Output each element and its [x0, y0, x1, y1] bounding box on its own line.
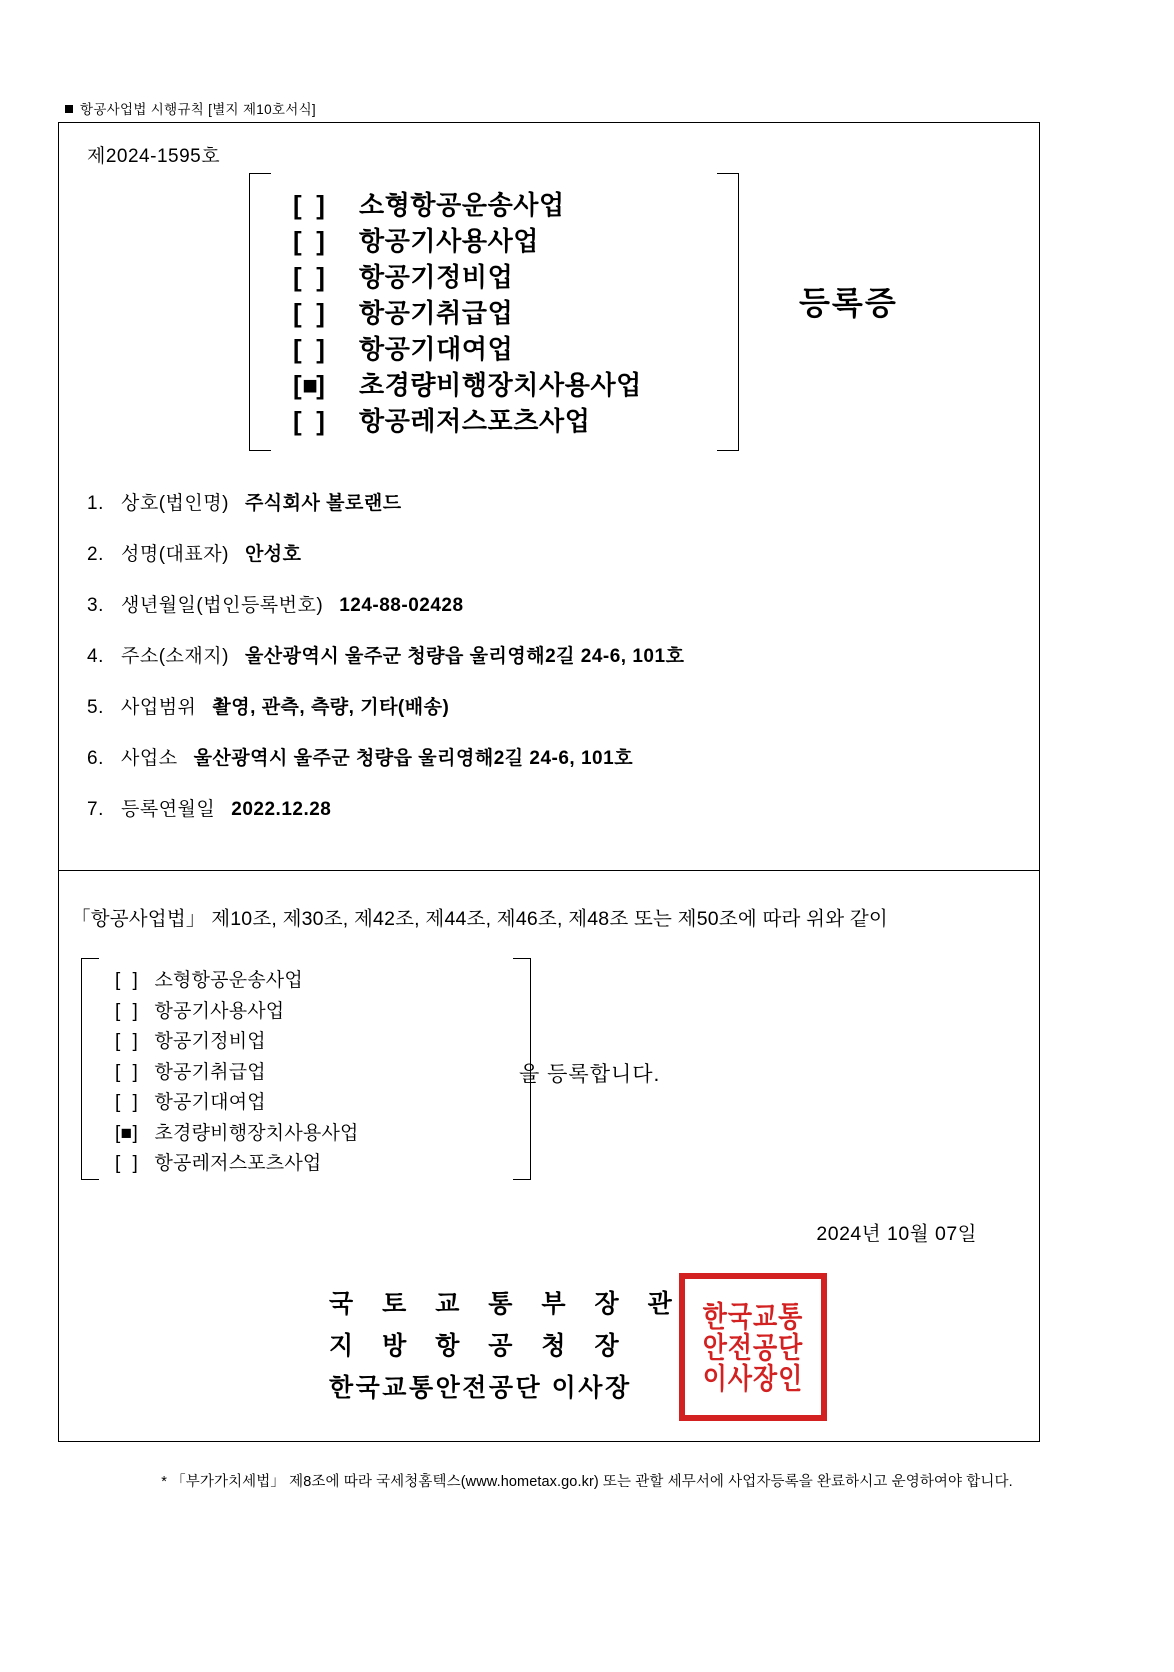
field-row — [87, 580, 1017, 631]
field-row — [87, 784, 1017, 835]
business-type-label: 항공기정비업 — [154, 1031, 266, 1052]
footer-note: * 「부가가치세법」 제8조에 따라 국세청홈텍스(www.hometax.go.kr) 또는 관할 세무서에 사업자등록을 완료하시고 운영하여야 합니다. — [161, 1474, 1013, 1490]
business-type-option-top[interactable] — [293, 223, 642, 259]
field-value: 2022.12.28 — [231, 799, 332, 820]
registration-statement: 을 등록합니다. — [519, 1063, 661, 1086]
business-type-label: 항공기정비업 — [359, 262, 514, 292]
signer-line: 국 토 교 통 부 장 관 — [329, 1290, 683, 1318]
field-number: 7. — [87, 799, 104, 820]
business-type-label: 항공기사용사업 — [154, 1000, 285, 1022]
business-type-label: 항공기취급업 — [359, 298, 514, 328]
field-row — [87, 478, 1017, 529]
signer-line: 한국교통안전공단 이사장 — [329, 1374, 632, 1402]
field-row — [87, 529, 1017, 580]
business-type-group-top — [249, 173, 739, 451]
business-type-option-top-selected[interactable] — [293, 367, 642, 403]
seal-line: 안전공단 — [702, 1330, 804, 1364]
field-number: 3. — [87, 595, 104, 616]
checkbox-top-2[interactable]: [ ] — [293, 226, 326, 256]
field-label: 생년월일(법인등록번호) — [121, 595, 324, 616]
bracket-left-top — [249, 173, 271, 451]
field-label: 상호(법인명) — [121, 493, 229, 514]
seal-line: 이사장인 — [702, 1361, 804, 1395]
business-type-label: 소형항공운송사업 — [359, 190, 565, 220]
bracket-right-top — [717, 173, 739, 451]
official-seal-stamp — [679, 1273, 827, 1421]
business-type-option-top[interactable] — [293, 403, 642, 439]
checkbox-top-4[interactable]: [ ] — [293, 298, 326, 328]
field-label: 성명(대표자) — [121, 544, 229, 565]
business-type-label: 항공기대여업 — [154, 1092, 266, 1113]
checkbox-bottom-2[interactable]: [ ] — [115, 1000, 138, 1022]
issue-date: 2024년 10월 07일 — [816, 1223, 977, 1245]
checkbox-top-1[interactable]: [ ] — [293, 190, 326, 220]
business-type-label: 항공기취급업 — [154, 1061, 266, 1083]
field-value: 촬영, 관측, 측량, 기타(배송) — [212, 697, 450, 718]
field-number: 2. — [87, 544, 104, 565]
business-type-label: 초경량비행장치사용사업 — [359, 370, 642, 400]
checkbox-bottom-5[interactable]: [ ] — [115, 1092, 138, 1113]
signer-block — [329, 1283, 949, 1409]
field-row — [87, 631, 1017, 682]
field-value: 울산광역시 울주군 청량읍 울리영해2길 24-6, 101호 — [244, 646, 685, 667]
bracket-left-bottom — [81, 958, 99, 1180]
business-type-label: 항공레저스포츠사업 — [154, 1153, 322, 1174]
signer-line: 지 방 항 공 청 장 — [329, 1332, 630, 1360]
checkbox-top-7[interactable]: [ ] — [293, 406, 326, 436]
business-type-option-bottom[interactable] — [115, 1149, 359, 1180]
business-type-option-bottom-selected[interactable] — [115, 1119, 359, 1150]
business-type-list-bottom — [115, 966, 359, 1180]
business-type-option-top[interactable] — [293, 295, 642, 331]
field-label: 사업소 — [121, 748, 178, 769]
business-type-option-bottom[interactable] — [115, 966, 359, 997]
certificate-number: 제2024-1595호 — [87, 146, 221, 167]
business-type-option-top[interactable] — [293, 331, 642, 367]
business-type-label: 항공기사용사업 — [359, 226, 540, 256]
form-reference-note — [65, 98, 316, 118]
business-type-label: 항공레저스포츠사업 — [359, 406, 591, 436]
checkbox-top-5[interactable]: [ ] — [293, 334, 326, 364]
field-value: 주식회사 볼로랜드 — [244, 493, 402, 514]
field-label: 등록연월일 — [121, 799, 216, 820]
business-type-label: 초경량비행장치사용사업 — [154, 1122, 359, 1144]
business-type-option-bottom[interactable] — [115, 1088, 359, 1119]
checkbox-bottom-4[interactable]: [ ] — [115, 1061, 138, 1083]
field-value: 124-88-02428 — [339, 595, 464, 616]
business-type-group-bottom — [81, 958, 531, 1180]
section-divider — [59, 870, 1039, 871]
field-value: 안성호 — [244, 544, 302, 565]
checkbox-top-6[interactable]: [■] — [293, 370, 326, 400]
seal-line: 한국교통 — [702, 1299, 804, 1333]
field-number: 4. — [87, 646, 104, 667]
checkbox-bottom-7[interactable]: [ ] — [115, 1153, 138, 1174]
legal-basis-text: 「항공사업법」 제10조, 제30조, 제42조, 제44조, 제46조, 제48조 또는 제50조에 따라 위와 같이 — [71, 908, 888, 930]
business-type-option-top[interactable] — [293, 187, 642, 223]
certificate-outer-box — [58, 122, 1040, 1442]
checkbox-bottom-1[interactable]: [ ] — [115, 970, 138, 991]
business-type-option-bottom[interactable] — [115, 1027, 359, 1058]
certificate-fields — [87, 478, 1017, 835]
business-type-option-bottom[interactable] — [115, 1058, 359, 1089]
field-row — [87, 682, 1017, 733]
business-type-list-top — [293, 187, 642, 439]
checkbox-top-3[interactable]: [ ] — [293, 262, 326, 292]
field-label: 주소(소재지) — [121, 646, 229, 667]
business-type-option-top[interactable] — [293, 259, 642, 295]
business-type-option-bottom[interactable] — [115, 997, 359, 1028]
business-type-label: 소형항공운송사업 — [154, 970, 303, 991]
checkbox-bottom-6[interactable]: [■] — [115, 1122, 138, 1144]
field-number: 5. — [87, 697, 104, 718]
form-reference-text: 항공사업법 시행규칙 [별지 제10호서식] — [80, 102, 316, 117]
field-label: 사업범위 — [121, 697, 197, 718]
business-type-label: 항공기대여업 — [359, 334, 514, 364]
field-number: 6. — [87, 748, 104, 769]
field-row — [87, 733, 1017, 784]
checkbox-bottom-3[interactable]: [ ] — [115, 1031, 138, 1052]
certificate-title: 등록증 — [799, 285, 898, 321]
field-value: 울산광역시 울주군 청량읍 울리영해2길 24-6, 101호 — [193, 748, 634, 769]
bullet-square-icon — [65, 105, 73, 113]
field-number: 1. — [87, 493, 104, 514]
